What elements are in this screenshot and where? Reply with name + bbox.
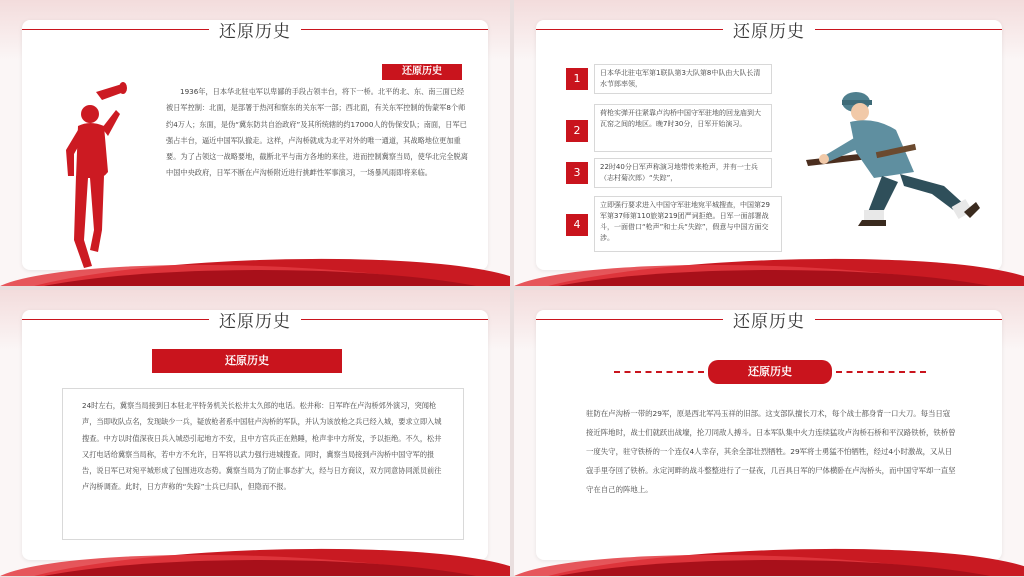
bugler-silhouette-icon — [52, 80, 132, 270]
event-box: 立即强行要求进入中国守军驻地宛平城搜查，中国第29军第37师第110旅第219团严词拒绝。日军一面部署战斗，一面借口“枪声”和士兵“失踪”，假意与中国方面交涉。 — [594, 196, 782, 252]
event-number: 3 — [566, 162, 588, 184]
slide-title: 还原历史 — [0, 17, 510, 42]
section-tag: 还原历史 — [382, 64, 462, 80]
event-box: 荷枪实弹开往紧靠卢沟桥中国守军驻地的回龙庙到大瓦窑之间的地区。晚7时30分，日军开始演习。 — [594, 104, 772, 152]
slide-4[interactable] — [514, 290, 1024, 576]
slide-title: 还原历史 — [0, 307, 510, 332]
soldier-illustration-icon — [804, 82, 984, 230]
body-paragraph: 驻防在卢沟桥一带的29军，原是西北军冯玉祥的旧部。这支部队擅长刀术，每个战士都身背一口大刀。每当日寇接近阵地时，战士们就跃出战壕，抡刀同敌人搏斗。日本军队集中火力连续猛攻卢沟桥石桥和平汉路铁桥，铁桥曾一度失守，驻守铁桥的一个连仅4人幸存，其余全部壮烈牺牲。29军将士勇猛不怕牺牲，经过4小时激战，又从日寇手里夺回了铁桥。永定河畔的战斗整整进行了一昼夜，几百具日军的尸体横卧在卢沟桥头，而中国守军却一直坚守在自己的阵地上。 — [586, 409, 956, 494]
body-paragraph: 1936年，日本华北驻屯军以卑鄙的手段占领丰台，将下一桥。北平的北、东、南三面已经被日军控制：北面，是部署于热河和察东的关东军一部；西北面，有关东军控制的伪蒙军8个师约4万人；东面，是伪“冀东防共自治政府”及其所统辖的约17000人的伪保安队；南面，日军已强占丰台，逼近中国军队撤走。这样，卢沟桥就成为北平对外的唯一通道，其战略地位更加重要。为了占领这一战略要地，截断北平与南方各地的来往，进而控制冀察当局，使华北完全脱离中国中央政府，日军不断在卢沟桥附近进行挑衅性军事演习，一场暴风雨即将来临。 — [166, 87, 468, 178]
event-box: 22时40分日军声称演习地带传来枪声，并有一士兵（志村菊次郎）“失踪”， — [594, 158, 772, 188]
body-paragraph: 24时左右，冀察当局接到日本驻北平特务机关长松井太久郎的电话。松井称：日军昨在卢沟桥郊外演习，突闻枪声，当即收队点名，发现缺少一兵，疑放枪者系中国驻卢沟桥的军队，并认为该放枪之兵已经入城，要求立即入城搜查。中方以时值深夜日兵入城恐引起地方不安，且中方官兵正在熟睡，枪声非中方所发，予以拒绝。不久，松井又打电话给冀察当局称，若中方不允许，日军将以武力强行进城搜查。同时，冀察当局接到卢沟桥中国守军的报告，说日军已对宛平城形成了包围进攻态势。冀察当局为了防止事态扩大，经与日方商议，双方同意协同派员前往卢沟桥调查。此时，日方声称的“失踪”士兵已归队，但隐而不报。 — [82, 401, 442, 492]
event-number: 4 — [566, 214, 588, 236]
slide-title: 还原历史 — [514, 307, 1024, 332]
section-tag: 还原历史 — [708, 360, 832, 384]
section-tag: 还原历史 — [152, 349, 342, 373]
slide-title: 还原历史 — [514, 17, 1024, 42]
event-number: 1 — [566, 68, 588, 90]
dashed-divider-right — [836, 371, 926, 373]
event-box: 日本华北驻屯军第1联队第3大队第8中队由大队长清水节郎率领， — [594, 64, 772, 94]
event-number: 2 — [566, 120, 588, 142]
slide-1[interactable] — [0, 0, 510, 286]
slide-2[interactable] — [514, 0, 1024, 286]
slide-3[interactable] — [0, 290, 510, 576]
dashed-divider-left — [614, 371, 704, 373]
